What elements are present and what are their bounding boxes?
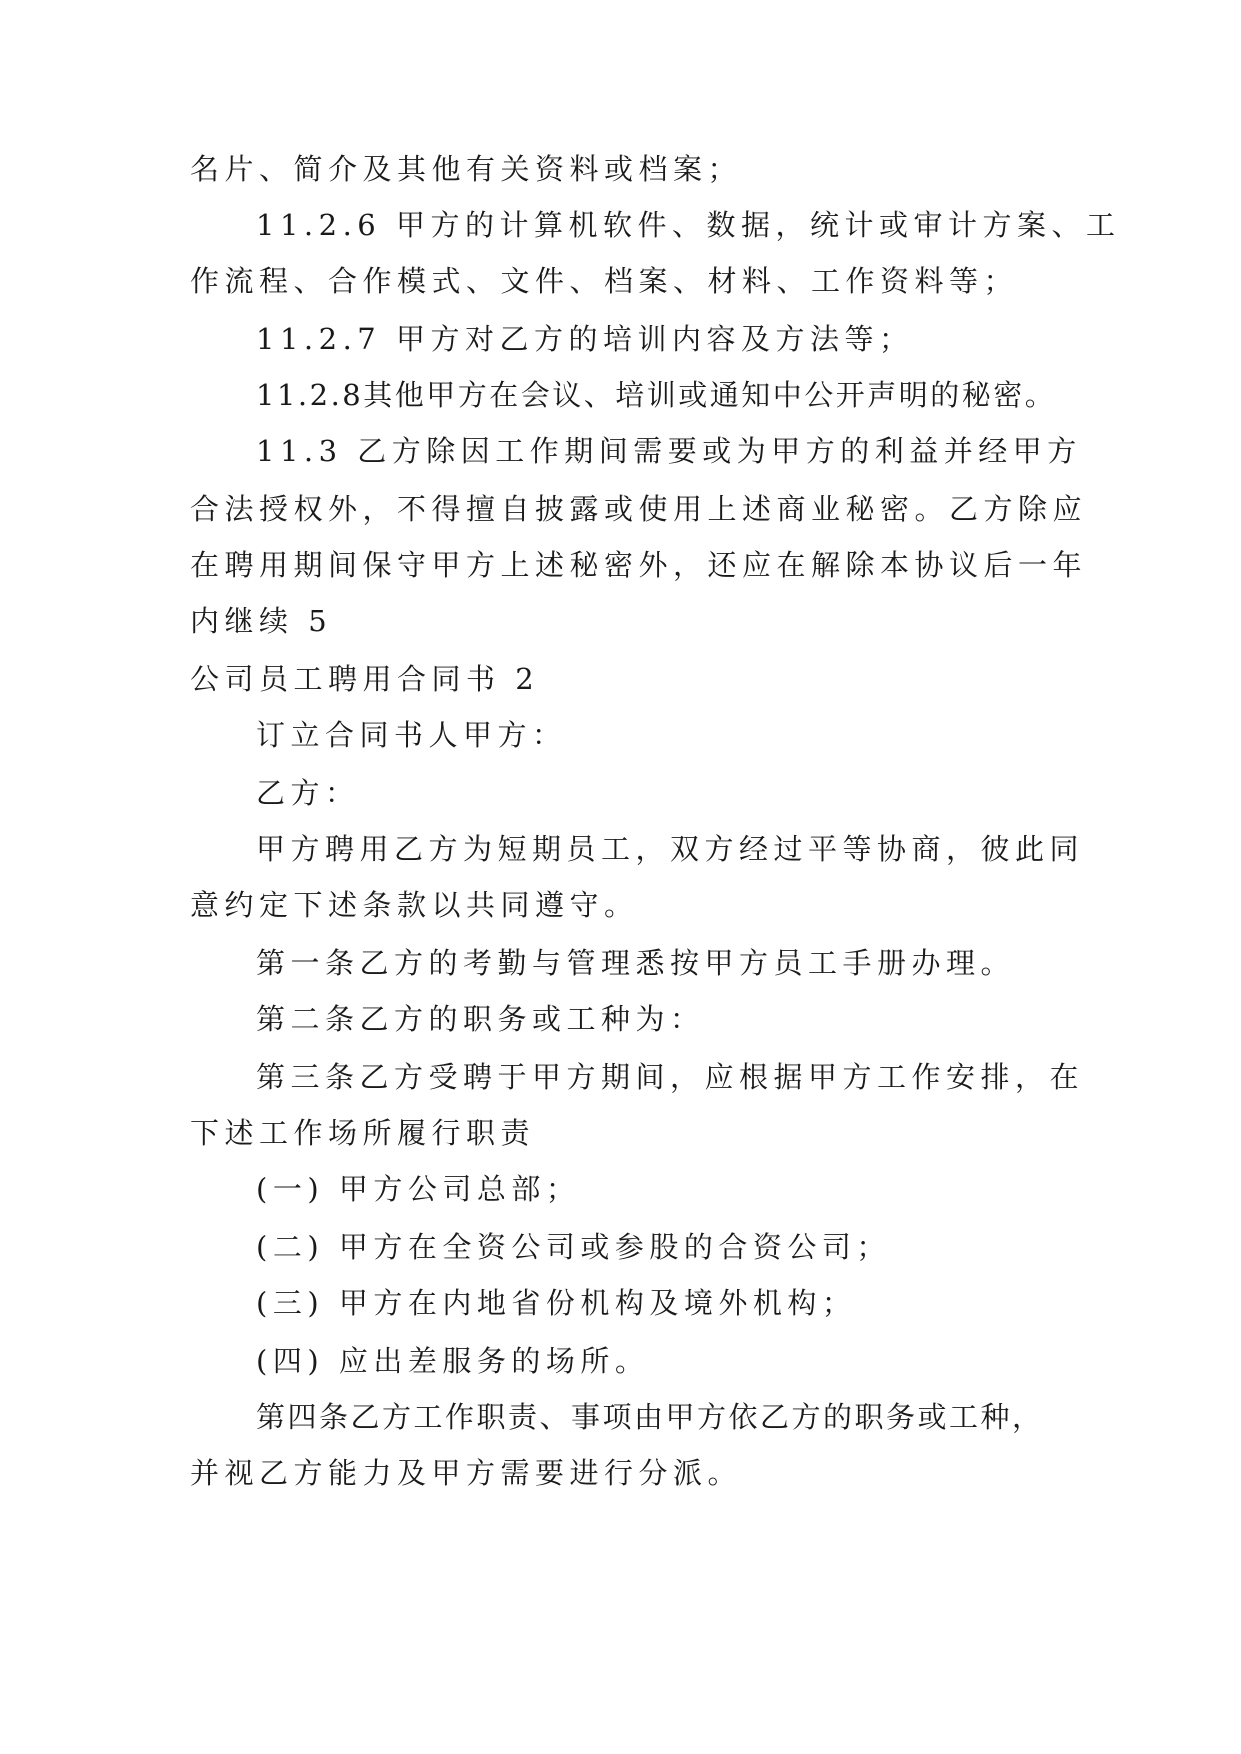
text-line: 合法授权外，不得擅自披露或使用上述商业秘密。乙方除应 (190, 492, 1088, 526)
text-line: 11.2.8其他甲方在会议、培训或通知中公开声明的秘密。 (256, 378, 1057, 412)
text-line: 在聘用期间保守甲方上述秘密外，还应在解除本协议后一年 (190, 548, 1088, 582)
text-line: 第三条乙方受聘于甲方期间，应根据甲方工作安排，在 (256, 1060, 1085, 1094)
text-line: 11.3 乙方除因工作期间需要或为甲方的利益并经甲方 (256, 434, 1082, 468)
text-line: (一) 甲方公司总部； (256, 1172, 581, 1206)
text-line: 作流程、合作模式、文件、档案、材料、工作资料等； (190, 264, 1019, 298)
text-line: (三) 甲方在内地省份机构及境外机构； (256, 1286, 857, 1320)
text-line: 下述工作场所履行职责 (190, 1116, 536, 1150)
text-line: 意约定下述条款以共同遵守。 (190, 888, 639, 922)
text-line: 乙方： (256, 776, 360, 810)
text-line: 内继续 5 (190, 604, 333, 638)
text-line: (二) 甲方在全资公司或参股的合资公司； (256, 1230, 891, 1264)
text-line: (四) 应出差服务的场所。 (256, 1344, 650, 1378)
text-line: 11.2.7 甲方对乙方的培训内容及方法等； (256, 322, 914, 356)
text-line: 11.2.6 甲方的计算机软件、数据，统计或审计方案、工 (256, 208, 1121, 242)
text-line: 名片、简介及其他有关资料或档案； (190, 152, 743, 186)
text-line: 甲方聘用乙方为短期员工，双方经过平等协商，彼此同 (256, 832, 1085, 866)
section-title: 公司员工聘用合同书 2 (190, 662, 540, 696)
text-line: 第二条乙方的职务或工种为： (256, 1002, 705, 1036)
text-line: 第四条乙方工作职责、事项由甲方依乙方的职务或工种， (256, 1400, 1044, 1434)
text-line: 并视乙方能力及甲方需要进行分派。 (190, 1456, 743, 1490)
text-line: 第一条乙方的考勤与管理悉按甲方员工手册办理。 (256, 946, 1016, 980)
text-line: 订立合同书人甲方： (256, 718, 567, 752)
